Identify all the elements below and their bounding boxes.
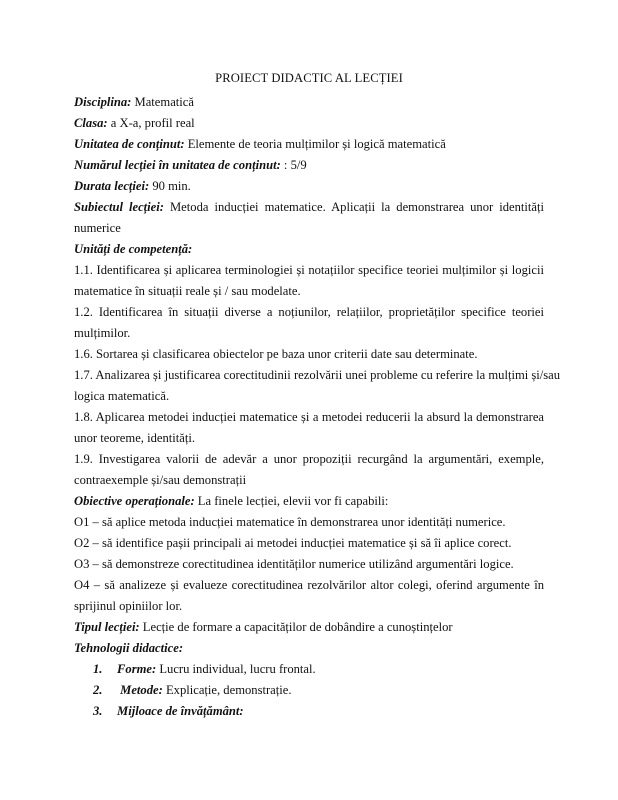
disciplina-line (74, 96, 544, 109)
unitatea-value: Elemente de teoria mulțimilor și logică matematică (184, 137, 446, 151)
document-title: PROIECT DIDACTIC AL LECȚIEI (215, 71, 403, 85)
subiectul-label: Subiectul lecției: (74, 200, 164, 214)
obiectiv-o4-cont: sprijinul opiniilor lor. (74, 599, 183, 613)
competenta-1-7-cont: logica matematică. (74, 389, 170, 403)
tipul-label: Tipul lecției: (74, 620, 140, 634)
tehnologii-item-forme (93, 663, 316, 676)
clasa-value: a X-a, profil real (107, 116, 195, 130)
numarul-value: : 5/9 (280, 158, 307, 172)
list-number: 2. (93, 683, 103, 697)
competenta-1-6: 1.6. Sortarea și clasificarea obiectelor pe baza unor criterii date sau determinate. (74, 347, 478, 361)
numarul-label: Numărul lecției în unitatea de conținut: (74, 158, 281, 172)
forme-label: Forme: (117, 662, 157, 676)
obiective-value: La finele lecției, elevii vor fi capabili: (194, 494, 389, 508)
obiectiv-o4: O4 – să analizeze și evalueze corectitudinea rezolvărilor altor colegi, oferind argumente în (74, 578, 544, 592)
subiectul-value: Metoda inducției matematice. Aplicații la demonstrarea unor identități (163, 200, 544, 214)
obiectiv-o1: O1 – să aplice metoda inducției matematice în demonstrarea unor identități numerice. (74, 515, 506, 529)
subiectul-line-2: numerice (74, 221, 121, 235)
competenta-1-2: 1.2. Identificarea în situații diverse a noțiunilor, relațiilor, proprietăților specifice teoriei (74, 305, 544, 319)
obiectiv-o3: O3 – să demonstreze corectitudinea identităților numerice utilizând argumentări logice. (74, 557, 514, 571)
unitatea-label: Unitatea de conținut: (74, 137, 185, 151)
mijloace-label: Mijloace de învățământ: (117, 704, 244, 718)
tehnologii-item-mijloace (93, 705, 244, 718)
durata-line (74, 180, 544, 193)
disciplina-label: Disciplina: (74, 95, 132, 109)
metode-label: Metode: (117, 683, 163, 697)
competenta-1-8: 1.8. Aplicarea metodei inducției matematice și a metodei reducerii la absurd la demonstrarea (74, 410, 544, 424)
disciplina-value: Matematică (131, 95, 194, 109)
tipul-line (74, 621, 544, 634)
obiectiv-o2: O2 – să identifice pașii principali ai metodei inducției matematice și să îi aplice corect. (74, 536, 512, 550)
durata-value: 90 min. (149, 179, 191, 193)
numarul-line (74, 159, 544, 172)
competenta-1-1-cont: matematice în situații reale și / sau modelate. (74, 284, 301, 298)
tipul-value: Lecție de formare a capacităților de dobândire a cunoștințelor (139, 620, 453, 634)
subiectul-line (74, 201, 544, 214)
competente-heading: Unități de competență: (74, 242, 193, 256)
list-number: 3. (93, 704, 103, 718)
metode-value: Explicație, demonstrație. (162, 683, 292, 697)
durata-label: Durata lecției: (74, 179, 150, 193)
clasa-label: Clasa: (74, 116, 108, 130)
obiective-label: Obiective operaționale: (74, 494, 195, 508)
tehnologii-heading: Tehnologii didactice: (74, 641, 184, 655)
tehnologii-item-metode (93, 684, 292, 697)
clasa-line (74, 117, 544, 130)
competenta-1-9: 1.9. Investigarea valorii de adevăr a unor propoziții recurgând la argumentări, exemple, (74, 452, 544, 466)
competenta-1-8-cont: unor teoreme, identități. (74, 431, 195, 445)
competenta-1-7: 1.7. Analizarea și justificarea corectitudinii rezolvării unei probleme cu referire la mulțimi și/sau (74, 368, 561, 382)
competenta-1-9-cont: contraexemple și/sau demonstrații (74, 473, 247, 487)
list-number: 1. (93, 662, 103, 676)
forme-value: Lucru individual, lucru frontal. (156, 662, 316, 676)
obiective-line (74, 495, 544, 508)
competenta-1-2-cont: mulțimilor. (74, 326, 131, 340)
unitatea-line (74, 138, 544, 151)
competenta-1-1: 1.1. Identificarea și aplicarea terminologiei și notațiilor specifice teoriei mulțimilor și logicii (74, 263, 544, 277)
